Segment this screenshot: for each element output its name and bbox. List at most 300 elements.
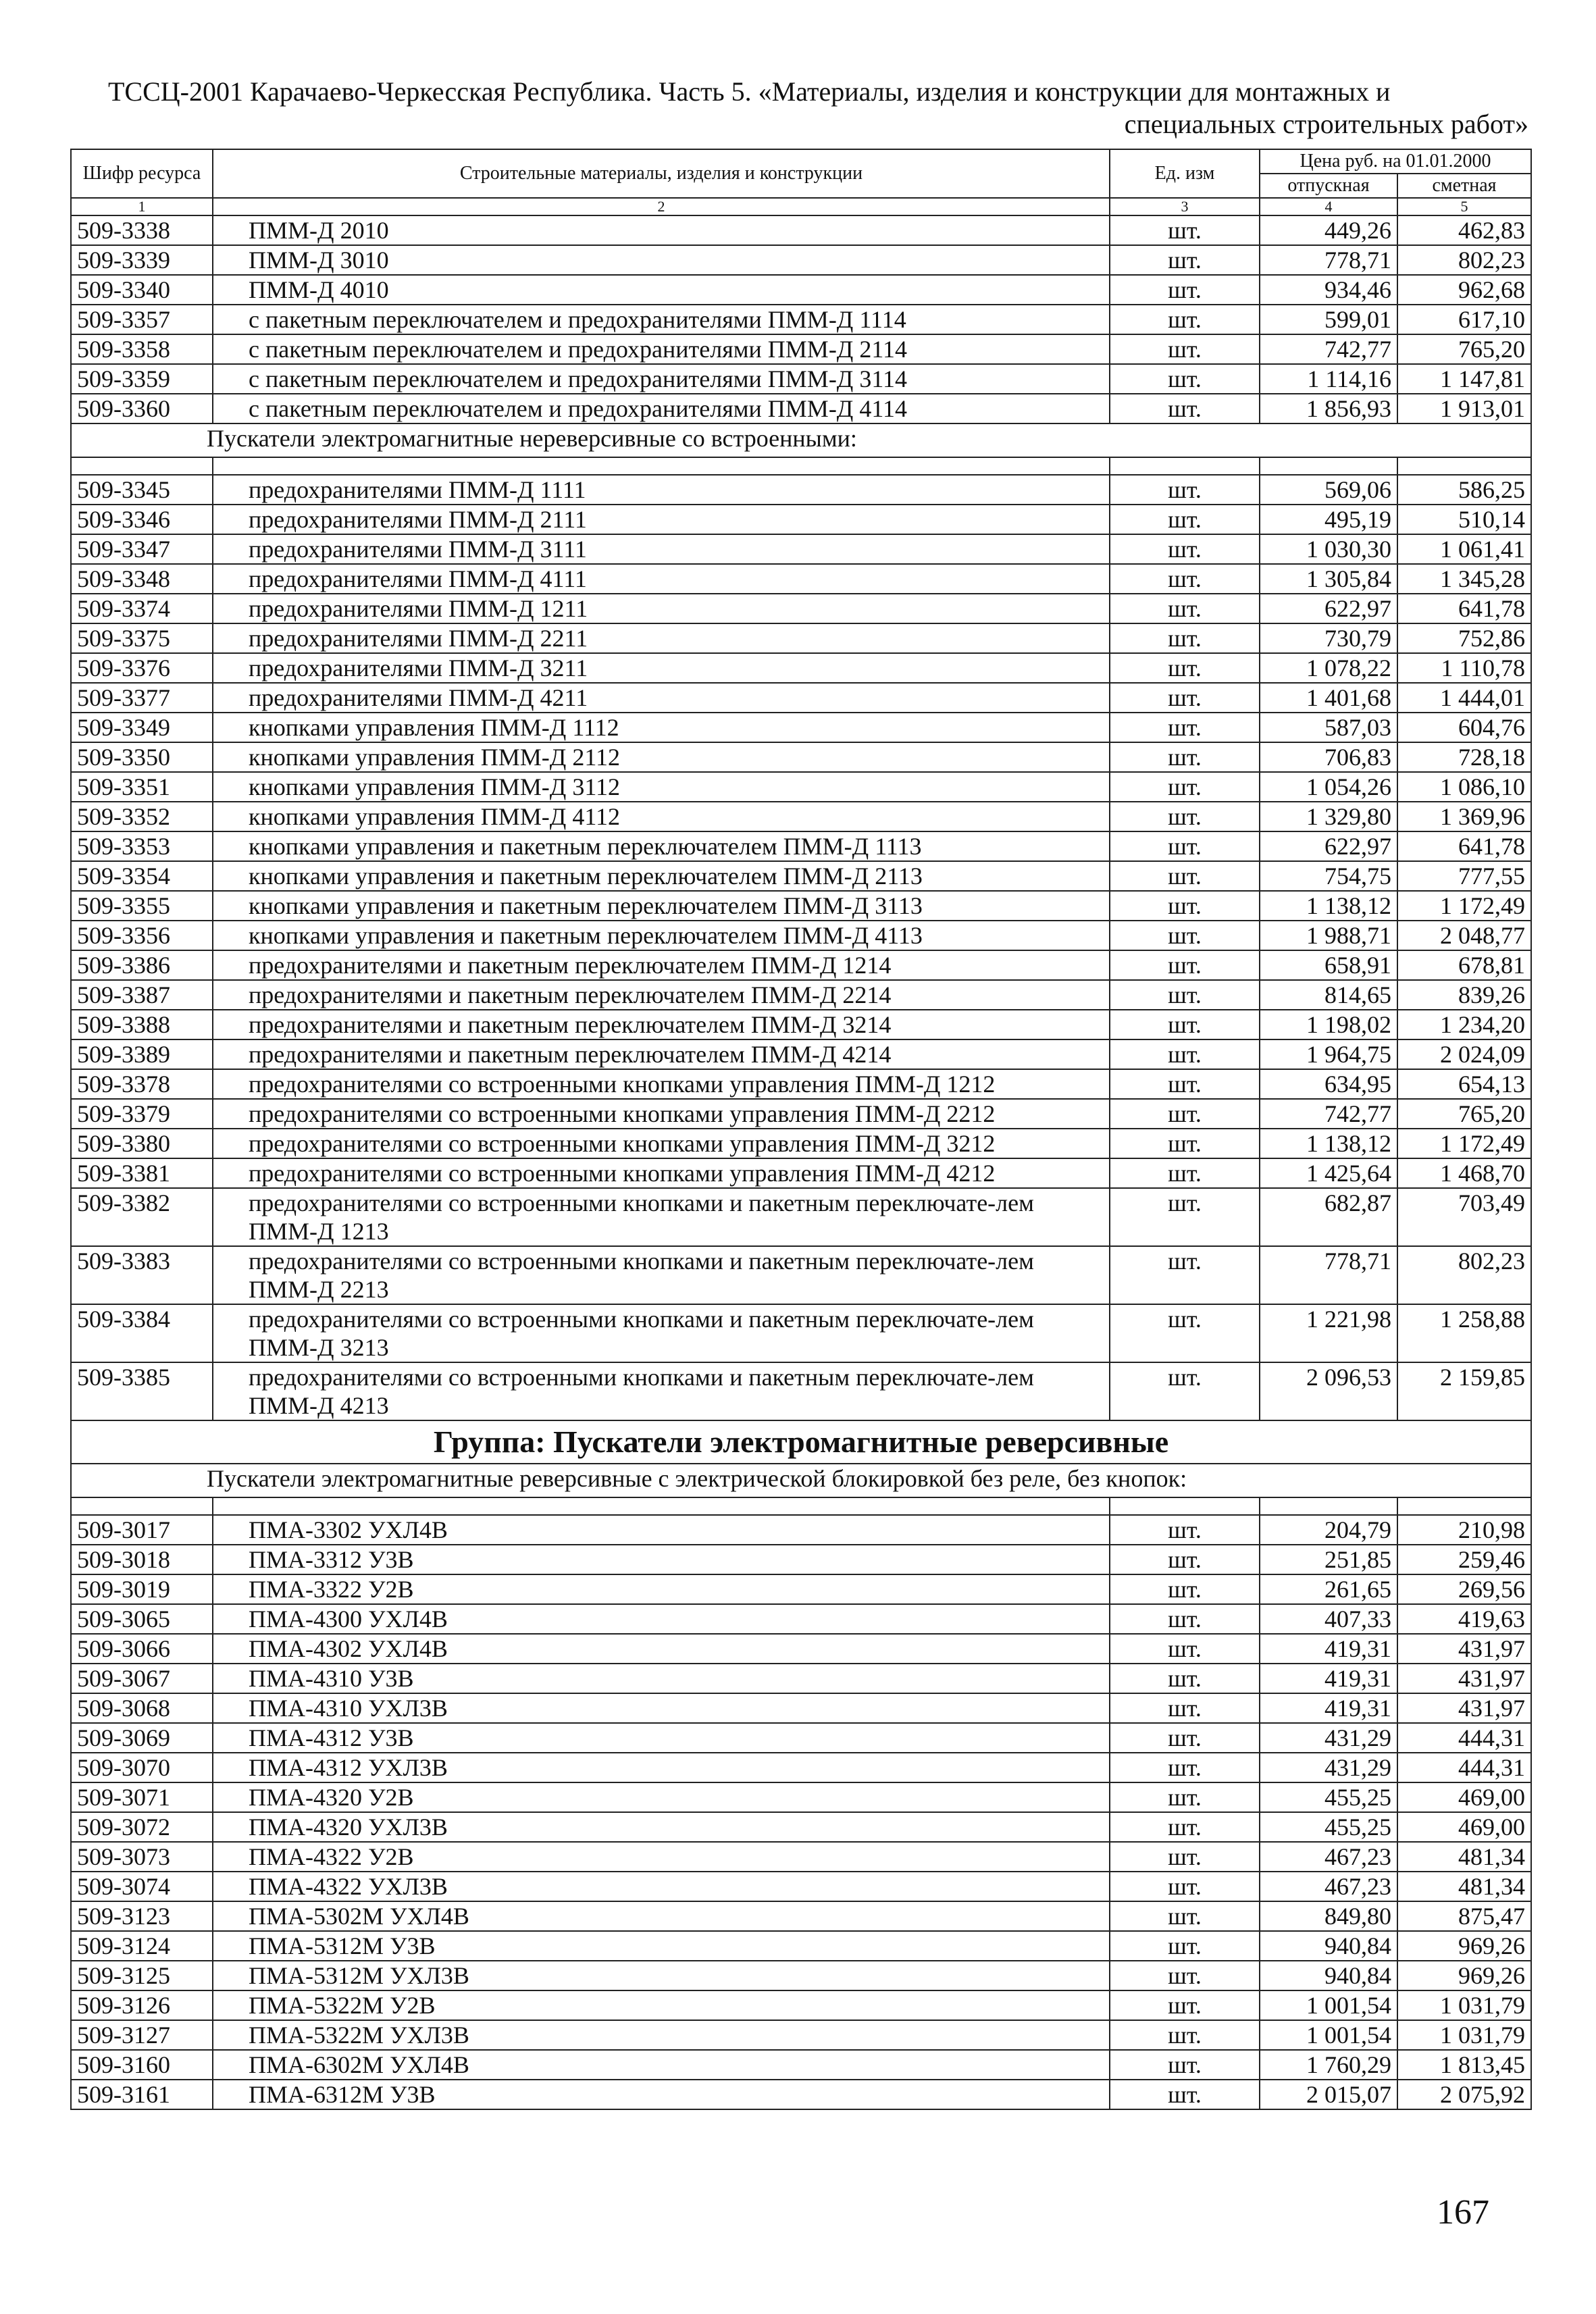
resource-code: 509-3374: [71, 594, 213, 623]
unit: шт.: [1110, 1304, 1260, 1362]
material-name: предохранителями и пакетным переключателем ПММ-Д 2214: [213, 980, 1110, 1010]
column-number-row: [71, 198, 1531, 215]
release-price: 742,77: [1260, 1099, 1397, 1129]
material-name: ПМА-6302М УХЛ4В: [213, 2050, 1110, 2080]
release-price: 1 760,29: [1260, 2050, 1397, 2080]
unit: шт.: [1110, 394, 1260, 423]
spacer-cell: [1397, 457, 1531, 475]
table-row: [71, 245, 1531, 275]
resource-code: 509-3376: [71, 653, 213, 683]
table-row: [71, 1574, 1531, 1604]
column-number: 5: [1397, 198, 1531, 215]
table-row: [71, 305, 1531, 334]
unit: шт.: [1110, 245, 1260, 275]
material-name: предохранителями ПММ-Д 3111: [213, 534, 1110, 564]
release-price: 1 138,12: [1260, 891, 1397, 921]
material-name: предохранителями ПММ-Д 1111: [213, 475, 1110, 505]
estimate-price: 1 110,78: [1397, 653, 1531, 683]
spacer-row: [71, 457, 1531, 475]
spacer-cell: [1260, 457, 1397, 475]
resource-code: 509-3161: [71, 2080, 213, 2109]
column-header-price: Цена руб. на 01.01.2000: [1260, 149, 1531, 174]
release-price: 1 425,64: [1260, 1158, 1397, 1188]
document-title-line-1: ТССЦ-2001 Карачаево-Черкесская Республика. Часть 5. «Материалы, изделия и конструкции для монтажных и: [108, 76, 1391, 107]
material-name: предохранителями со встроенными кнопками управления ПММ-Д 4212: [213, 1158, 1110, 1188]
resource-code: 509-3126: [71, 1990, 213, 2020]
table-row: [71, 683, 1531, 713]
table-row: [71, 215, 1531, 245]
spacer-cell: [1397, 1497, 1531, 1515]
unit: шт.: [1110, 1515, 1260, 1545]
release-price: 754,75: [1260, 861, 1397, 891]
table-row: [71, 1842, 1531, 1872]
release-price: 419,31: [1260, 1664, 1397, 1693]
estimate-price: 875,47: [1397, 1901, 1531, 1931]
estimate-price: 2 159,85: [1397, 1362, 1531, 1420]
table-row: [71, 861, 1531, 891]
resource-code: 509-3378: [71, 1069, 213, 1099]
material-name: предохранителями со встроенными кнопками и пакетным переключате-лем ПММ-Д 4213: [213, 1362, 1110, 1420]
material-name: предохранителями ПММ-Д 3211: [213, 653, 1110, 683]
unit: шт.: [1110, 534, 1260, 564]
estimate-price: 728,18: [1397, 742, 1531, 772]
resource-code: 509-3348: [71, 564, 213, 594]
material-name: ПМА-4312 У3В: [213, 1723, 1110, 1753]
subheading-row: [71, 1464, 1531, 1497]
material-name: предохранителями и пакетным переключателем ПММ-Д 1214: [213, 950, 1110, 980]
estimate-price: 802,23: [1397, 245, 1531, 275]
release-price: 587,03: [1260, 713, 1397, 742]
release-price: 1 988,71: [1260, 921, 1397, 950]
release-price: 419,31: [1260, 1693, 1397, 1723]
unit: шт.: [1110, 564, 1260, 594]
material-name: предохранителями со встроенными кнопками управления ПММ-Д 3212: [213, 1129, 1110, 1158]
unit: шт.: [1110, 1158, 1260, 1188]
estimate-price: 1 234,20: [1397, 1010, 1531, 1039]
resource-code: 509-3070: [71, 1753, 213, 1782]
material-name: ПММ-Д 4010: [213, 275, 1110, 305]
release-price: 449,26: [1260, 215, 1397, 245]
estimate-price: 678,81: [1397, 950, 1531, 980]
resource-code: 509-3381: [71, 1158, 213, 1188]
table-row: [71, 2050, 1531, 2080]
unit: шт.: [1110, 1723, 1260, 1753]
resource-code: 509-3359: [71, 364, 213, 394]
table-row: [71, 1901, 1531, 1931]
estimate-price: 1 086,10: [1397, 772, 1531, 802]
column-number: 2: [213, 198, 1110, 215]
table-row: [71, 1246, 1531, 1304]
table-row: [71, 1872, 1531, 1901]
material-name: кнопками управления ПММ-Д 1112: [213, 713, 1110, 742]
release-price: 742,77: [1260, 334, 1397, 364]
material-name: предохранителями ПММ-Д 4111: [213, 564, 1110, 594]
material-name: ПМА-4320 У2В: [213, 1782, 1110, 1812]
material-name: ПММ-Д 3010: [213, 245, 1110, 275]
material-name: ПМА-5312М У3В: [213, 1931, 1110, 1961]
release-price: 622,97: [1260, 594, 1397, 623]
table-row: [71, 1010, 1531, 1039]
release-price: 204,79: [1260, 1515, 1397, 1545]
estimate-price: 777,55: [1397, 861, 1531, 891]
estimate-price: 1 031,79: [1397, 1990, 1531, 2020]
material-name: кнопками управления ПММ-Д 3112: [213, 772, 1110, 802]
material-name: ПМА-5312М УХЛ3В: [213, 1961, 1110, 1990]
resource-code: 509-3389: [71, 1039, 213, 1069]
material-name: ПМА-4322 У2В: [213, 1842, 1110, 1872]
release-price: 599,01: [1260, 305, 1397, 334]
release-price: 778,71: [1260, 1246, 1397, 1304]
release-price: 1 078,22: [1260, 653, 1397, 683]
table-row: [71, 1664, 1531, 1693]
estimate-price: 481,34: [1397, 1872, 1531, 1901]
release-price: 1 305,84: [1260, 564, 1397, 594]
estimate-price: 481,34: [1397, 1842, 1531, 1872]
table-row: [71, 1362, 1531, 1420]
estimate-price: 586,25: [1397, 475, 1531, 505]
table-row: [71, 623, 1531, 653]
material-name: предохранителями со встроенными кнопками и пакетным переключате-лем ПММ-Д 3213: [213, 1304, 1110, 1362]
release-price: 431,29: [1260, 1723, 1397, 1753]
table-row: [71, 534, 1531, 564]
column-header-code: Шифр ресурса: [71, 149, 213, 198]
table-row: [71, 1990, 1531, 2020]
material-name: кнопками управления и пакетным переключателем ПММ-Д 1113: [213, 831, 1110, 861]
estimate-price: 259,46: [1397, 1545, 1531, 1574]
price-table: [70, 149, 1532, 2110]
estimate-price: 969,26: [1397, 1931, 1531, 1961]
resource-code: 509-3068: [71, 1693, 213, 1723]
estimate-price: 1 258,88: [1397, 1304, 1531, 1362]
material-name: предохранителями со встроенными кнопками и пакетным переключате-лем ПММ-Д 1213: [213, 1188, 1110, 1246]
resource-code: 509-3074: [71, 1872, 213, 1901]
unit: шт.: [1110, 1188, 1260, 1246]
material-name: предохранителями ПММ-Д 2211: [213, 623, 1110, 653]
table-row: [71, 1099, 1531, 1129]
table-row: [71, 2080, 1531, 2109]
subheading: Пускатели электромагнитные реверсивные с электрической блокировкой без реле, без кнопок:: [71, 1464, 1531, 1497]
table-row: [71, 1129, 1531, 1158]
unit: шт.: [1110, 364, 1260, 394]
material-name: предохранителями ПММ-Д 1211: [213, 594, 1110, 623]
table-row: [71, 1812, 1531, 1842]
unit: шт.: [1110, 1931, 1260, 1961]
estimate-price: 431,97: [1397, 1634, 1531, 1664]
estimate-price: 462,83: [1397, 215, 1531, 245]
estimate-price: 1 147,81: [1397, 364, 1531, 394]
subheading: Пускатели электромагнитные нереверсивные со встроенными:: [71, 423, 1531, 457]
material-name: предохранителями и пакетным переключателем ПММ-Д 3214: [213, 1010, 1110, 1039]
table-row: [71, 334, 1531, 364]
estimate-price: 962,68: [1397, 275, 1531, 305]
release-price: 1 030,30: [1260, 534, 1397, 564]
resource-code: 509-3018: [71, 1545, 213, 1574]
material-name: ПМА-6312М У3В: [213, 2080, 1110, 2109]
release-price: 1 964,75: [1260, 1039, 1397, 1069]
table-row: [71, 364, 1531, 394]
release-price: 940,84: [1260, 1931, 1397, 1961]
resource-code: 509-3066: [71, 1634, 213, 1664]
resource-code: 509-3383: [71, 1246, 213, 1304]
release-price: 431,29: [1260, 1753, 1397, 1782]
resource-code: 509-3123: [71, 1901, 213, 1931]
unit: шт.: [1110, 1634, 1260, 1664]
material-name: с пакетным переключателем и предохранителями ПММ-Д 1114: [213, 305, 1110, 334]
release-price: 1 856,93: [1260, 394, 1397, 423]
spacer-cell: [213, 1497, 1110, 1515]
resource-code: 509-3357: [71, 305, 213, 334]
estimate-price: 1 061,41: [1397, 534, 1531, 564]
column-header-name: Строительные материалы, изделия и конструкции: [213, 149, 1110, 198]
unit: шт.: [1110, 1990, 1260, 2020]
unit: шт.: [1110, 1099, 1260, 1129]
estimate-price: 617,10: [1397, 305, 1531, 334]
spacer-cell: [1110, 457, 1260, 475]
table-row: [71, 742, 1531, 772]
material-name: ПМА-3322 У2В: [213, 1574, 1110, 1604]
resource-code: 509-3352: [71, 802, 213, 831]
resource-code: 509-3355: [71, 891, 213, 921]
release-price: 1 401,68: [1260, 683, 1397, 713]
estimate-price: 765,20: [1397, 1099, 1531, 1129]
table-row: [71, 1304, 1531, 1362]
estimate-price: 1 172,49: [1397, 891, 1531, 921]
estimate-price: 431,97: [1397, 1664, 1531, 1693]
estimate-price: 2 024,09: [1397, 1039, 1531, 1069]
table-row: [71, 653, 1531, 683]
resource-code: 509-3353: [71, 831, 213, 861]
material-name: предохранителями ПММ-Д 2111: [213, 505, 1110, 534]
estimate-price: 654,13: [1397, 1069, 1531, 1099]
estimate-price: 1 345,28: [1397, 564, 1531, 594]
material-name: предохранителями со встроенными кнопками управления ПММ-Д 2212: [213, 1099, 1110, 1129]
table-row: [71, 1039, 1531, 1069]
resource-code: 509-3382: [71, 1188, 213, 1246]
table-row: [71, 475, 1531, 505]
resource-code: 509-3125: [71, 1961, 213, 1990]
estimate-price: 1 468,70: [1397, 1158, 1531, 1188]
unit: шт.: [1110, 1872, 1260, 1901]
estimate-price: 641,78: [1397, 594, 1531, 623]
unit: шт.: [1110, 1961, 1260, 1990]
release-price: 1 114,16: [1260, 364, 1397, 394]
unit: шт.: [1110, 1664, 1260, 1693]
spacer-cell: [1110, 1497, 1260, 1515]
estimate-price: 510,14: [1397, 505, 1531, 534]
material-name: кнопками управления и пакетным переключателем ПММ-Д 4113: [213, 921, 1110, 950]
resource-code: 509-3358: [71, 334, 213, 364]
release-price: 1 329,80: [1260, 802, 1397, 831]
unit: шт.: [1110, 861, 1260, 891]
release-price: 419,31: [1260, 1634, 1397, 1664]
estimate-price: 444,31: [1397, 1753, 1531, 1782]
spacer-row: [71, 1497, 1531, 1515]
resource-code: 509-3127: [71, 2020, 213, 2050]
unit: шт.: [1110, 1362, 1260, 1420]
material-name: ПМА-5302М УХЛ4В: [213, 1901, 1110, 1931]
table-row: [71, 1069, 1531, 1099]
table-row: [71, 921, 1531, 950]
table-row: [71, 1693, 1531, 1723]
resource-code: 509-3017: [71, 1515, 213, 1545]
resource-code: 509-3384: [71, 1304, 213, 1362]
resource-code: 509-3377: [71, 683, 213, 713]
table-row: [71, 713, 1531, 742]
page-number: 167: [1437, 2193, 1489, 2232]
table-row: [71, 1634, 1531, 1664]
unit: шт.: [1110, 921, 1260, 950]
material-name: ПМА-4300 УХЛ4В: [213, 1604, 1110, 1634]
subheading-row: [71, 423, 1531, 457]
unit: шт.: [1110, 334, 1260, 364]
table-row: [71, 564, 1531, 594]
table-row: [71, 275, 1531, 305]
estimate-price: 469,00: [1397, 1782, 1531, 1812]
unit: шт.: [1110, 1693, 1260, 1723]
unit: шт.: [1110, 1782, 1260, 1812]
material-name: ПМА-5322М У2В: [213, 1990, 1110, 2020]
resource-code: 509-3073: [71, 1842, 213, 1872]
unit: шт.: [1110, 831, 1260, 861]
release-price: 658,91: [1260, 950, 1397, 980]
release-price: 251,85: [1260, 1545, 1397, 1574]
column-number: 1: [71, 198, 213, 215]
unit: шт.: [1110, 713, 1260, 742]
column-number: 3: [1110, 198, 1260, 215]
spacer-cell: [71, 457, 213, 475]
estimate-price: 431,97: [1397, 1693, 1531, 1723]
material-name: кнопками управления и пакетным переключателем ПММ-Д 3113: [213, 891, 1110, 921]
table-row: [71, 1753, 1531, 1782]
release-price: 495,19: [1260, 505, 1397, 534]
table-row: [71, 831, 1531, 861]
estimate-price: 1 444,01: [1397, 683, 1531, 713]
release-price: 778,71: [1260, 245, 1397, 275]
unit: шт.: [1110, 2050, 1260, 2080]
resource-code: 509-3072: [71, 1812, 213, 1842]
table-row: [71, 1545, 1531, 1574]
column-header-estimate-price: сметная: [1397, 174, 1531, 198]
release-price: 1 001,54: [1260, 2020, 1397, 2050]
release-price: 1 054,26: [1260, 772, 1397, 802]
document-title-line-2: специальных строительных работ»: [1124, 109, 1528, 139]
material-name: ПМА-3302 УХЛ4В: [213, 1515, 1110, 1545]
release-price: 569,06: [1260, 475, 1397, 505]
resource-code: 509-3345: [71, 475, 213, 505]
table-body: [71, 215, 1531, 2109]
resource-code: 509-3385: [71, 1362, 213, 1420]
resource-code: 509-3160: [71, 2050, 213, 2080]
resource-code: 509-3339: [71, 245, 213, 275]
material-name: ПМА-4310 У3В: [213, 1664, 1110, 1693]
table-row: [71, 980, 1531, 1010]
unit: шт.: [1110, 2020, 1260, 2050]
unit: шт.: [1110, 2080, 1260, 2109]
estimate-price: 1 172,49: [1397, 1129, 1531, 1158]
table-row: [71, 505, 1531, 534]
release-price: 2 015,07: [1260, 2080, 1397, 2109]
spacer-cell: [1260, 1497, 1397, 1515]
resource-code: 509-3340: [71, 275, 213, 305]
estimate-price: 444,31: [1397, 1723, 1531, 1753]
release-price: 2 096,53: [1260, 1362, 1397, 1420]
material-name: ПМА-3312 У3В: [213, 1545, 1110, 1574]
unit: шт.: [1110, 623, 1260, 653]
table-row: [71, 1931, 1531, 1961]
material-name: ПМА-4310 УХЛ3В: [213, 1693, 1110, 1723]
release-price: 467,23: [1260, 1872, 1397, 1901]
resource-code: 509-3347: [71, 534, 213, 564]
resource-code: 509-3071: [71, 1782, 213, 1812]
table-row: [71, 891, 1531, 921]
resource-code: 509-3069: [71, 1723, 213, 1753]
material-name: с пакетным переключателем и предохранителями ПММ-Д 4114: [213, 394, 1110, 423]
resource-code: 509-3360: [71, 394, 213, 423]
estimate-price: 604,76: [1397, 713, 1531, 742]
material-name: кнопками управления и пакетным переключателем ПММ-Д 2113: [213, 861, 1110, 891]
unit: шт.: [1110, 950, 1260, 980]
group-heading-row: [71, 1420, 1531, 1464]
release-price: 1 198,02: [1260, 1010, 1397, 1039]
unit: шт.: [1110, 505, 1260, 534]
material-name: с пакетным переключателем и предохранителями ПММ-Д 2114: [213, 334, 1110, 364]
material-name: предохранителями и пакетным переключателем ПММ-Д 4214: [213, 1039, 1110, 1069]
release-price: 934,46: [1260, 275, 1397, 305]
spacer-cell: [213, 457, 1110, 475]
estimate-price: 1 369,96: [1397, 802, 1531, 831]
estimate-price: 2 048,77: [1397, 921, 1531, 950]
estimate-price: 802,23: [1397, 1246, 1531, 1304]
estimate-price: 1 813,45: [1397, 2050, 1531, 2080]
resource-code: 509-3375: [71, 623, 213, 653]
column-number: 4: [1260, 198, 1397, 215]
table-row: [71, 1515, 1531, 1545]
table-row: [71, 394, 1531, 423]
unit: шт.: [1110, 1574, 1260, 1604]
release-price: 455,25: [1260, 1782, 1397, 1812]
estimate-price: 703,49: [1397, 1188, 1531, 1246]
material-name: предохранителями со встроенными кнопками управления ПММ-Д 1212: [213, 1069, 1110, 1099]
estimate-price: 2 075,92: [1397, 2080, 1531, 2109]
unit: шт.: [1110, 1069, 1260, 1099]
material-name: с пакетным переключателем и предохранителями ПММ-Д 3114: [213, 364, 1110, 394]
resource-code: 509-3380: [71, 1129, 213, 1158]
unit: шт.: [1110, 275, 1260, 305]
unit: шт.: [1110, 802, 1260, 831]
unit: шт.: [1110, 891, 1260, 921]
unit: шт.: [1110, 1842, 1260, 1872]
column-header-unit: Ед. изм: [1110, 149, 1260, 198]
unit: шт.: [1110, 1246, 1260, 1304]
table-header: [71, 149, 1531, 215]
table-row: [71, 802, 1531, 831]
estimate-price: 765,20: [1397, 334, 1531, 364]
resource-code: 509-3346: [71, 505, 213, 534]
estimate-price: 1 913,01: [1397, 394, 1531, 423]
release-price: 849,80: [1260, 1901, 1397, 1931]
estimate-price: 1 031,79: [1397, 2020, 1531, 2050]
release-price: 706,83: [1260, 742, 1397, 772]
release-price: 467,23: [1260, 1842, 1397, 1872]
material-name: предохранителями со встроенными кнопками и пакетным переключате-лем ПММ-Д 2213: [213, 1246, 1110, 1304]
unit: шт.: [1110, 742, 1260, 772]
release-price: 1 138,12: [1260, 1129, 1397, 1158]
release-price: 730,79: [1260, 623, 1397, 653]
estimate-price: 469,00: [1397, 1812, 1531, 1842]
release-price: 814,65: [1260, 980, 1397, 1010]
release-price: 1 001,54: [1260, 1990, 1397, 2020]
unit: шт.: [1110, 1753, 1260, 1782]
